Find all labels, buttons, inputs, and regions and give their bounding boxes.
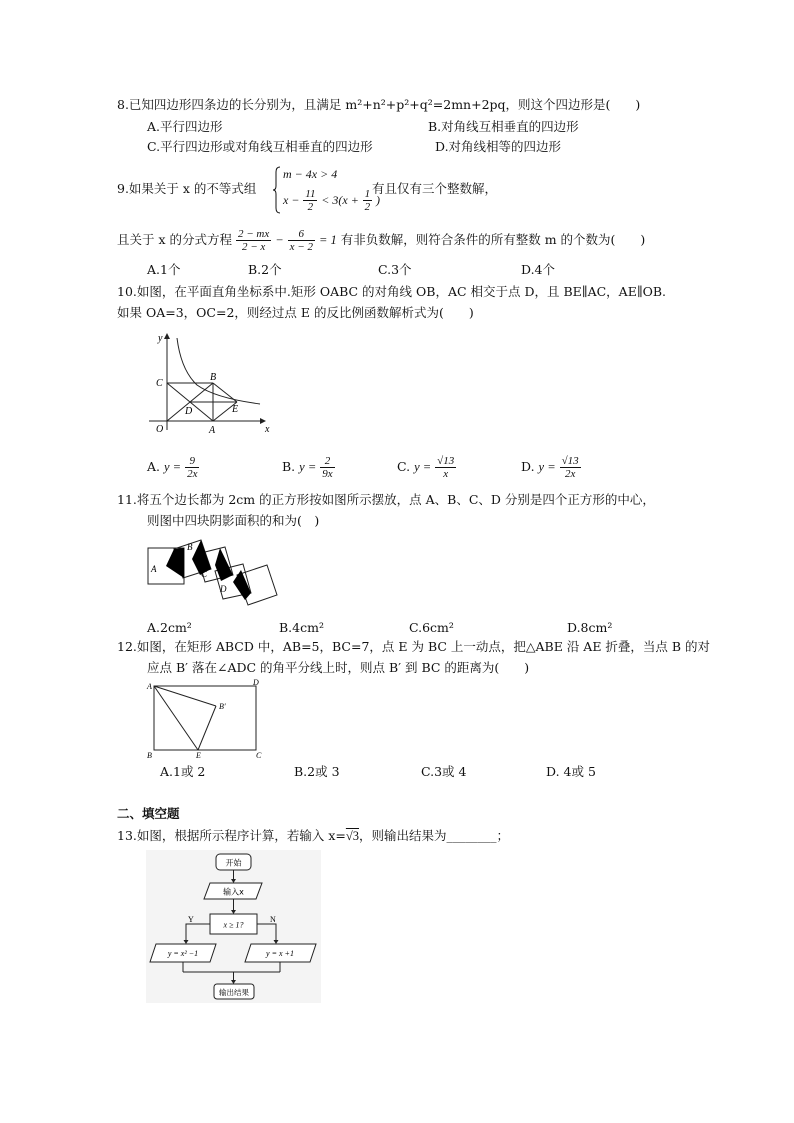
q9-frac-1-2 bbox=[363, 188, 373, 213]
q11-option-b: B.4cm² bbox=[279, 620, 324, 635]
q9-inequality-1: m − 4x > 4 bbox=[283, 167, 338, 181]
option-letter: B. bbox=[282, 459, 296, 474]
label-b: B bbox=[187, 542, 193, 552]
frac-num: 1 bbox=[364, 188, 371, 200]
q13-flowchart bbox=[146, 850, 321, 1003]
q10-stem-1: 10.如图，在平面直角坐标系中.矩形 OABC 的对角线 OB，AC 相交于点 D，且 BE∥AC，AE∥OB. bbox=[117, 284, 667, 299]
frac-num: √13 bbox=[437, 455, 455, 467]
q10-figure bbox=[145, 330, 275, 438]
label-c: C bbox=[201, 569, 208, 579]
label-a: A bbox=[209, 425, 216, 436]
frac-num: 6 bbox=[288, 228, 315, 241]
label-a: A bbox=[147, 682, 152, 691]
q8-stem: 8.已知四边形四条边的长分别为，且满足 m²+n²+p²+q²=2mn+2pq，则这个四边形是( ) bbox=[117, 97, 641, 112]
rectangle-abcd bbox=[154, 686, 256, 750]
segment-eb-prime bbox=[198, 706, 216, 750]
frac-den: 2 − x bbox=[241, 241, 266, 253]
q11-option-d: D.8cm² bbox=[567, 620, 613, 635]
input-label: 输入x bbox=[223, 887, 244, 897]
q9-brace bbox=[273, 166, 281, 214]
q12-option-a: A.1或 2 bbox=[160, 764, 206, 779]
label-b: B bbox=[147, 751, 152, 759]
q10-option-a bbox=[147, 455, 199, 480]
q9-line2 bbox=[117, 228, 645, 253]
q9-ineq2-end: ) bbox=[375, 193, 380, 207]
section-heading-fill-in: 二、填空题 bbox=[117, 806, 180, 821]
q9-line2-post: 有非负数解，则符合条件的所有整数 m 的个数为( ) bbox=[340, 232, 646, 247]
label-d: D bbox=[253, 679, 259, 687]
label-x: x bbox=[265, 424, 270, 435]
q11-figure bbox=[145, 537, 290, 609]
q10-stem-2: 如果 OA=3，OC=2，则经过点 E 的反比例函数解析式为( ) bbox=[117, 305, 474, 320]
q13-stem-root: √3 bbox=[345, 829, 360, 843]
option-letter: C. bbox=[397, 459, 411, 474]
q12-option-c: C.3或 4 bbox=[421, 764, 467, 779]
q12-stem-2: 应点 B′ 落在∠ADC 的角平分线上时，则点 B′ 到 BC 的距离为( ) bbox=[147, 660, 530, 675]
q9-suffix: 有且仅有三个整数解， bbox=[372, 181, 498, 196]
frac-num: 2 bbox=[320, 455, 334, 468]
y-axis-arrow-icon bbox=[164, 333, 170, 339]
q9-eq-rhs: = 1 bbox=[318, 233, 337, 247]
yes-label: Y bbox=[188, 915, 194, 924]
segment-ab-prime bbox=[154, 686, 216, 706]
q9-frac-11-2 bbox=[303, 188, 317, 213]
q12-figure bbox=[145, 679, 270, 759]
q10-option-b bbox=[282, 455, 335, 480]
q8-option-b: B.对角线互相垂直的四边形 bbox=[428, 119, 579, 134]
output-label: 输出结果 bbox=[219, 988, 249, 997]
frac-den: x bbox=[443, 468, 449, 480]
frac-den: 2x bbox=[564, 468, 576, 480]
frac-den: x − 2 bbox=[289, 241, 313, 253]
label-e: E bbox=[232, 404, 239, 415]
right-process-label: y = x +1 bbox=[266, 949, 294, 958]
q9-eq-frac-2 bbox=[288, 228, 315, 253]
q12-option-b: B.2或 3 bbox=[294, 764, 340, 779]
frac-den: 2x bbox=[187, 468, 198, 480]
q10-option-d bbox=[521, 455, 581, 480]
q9-line2-pre: 且关于 x 的分式方程 bbox=[117, 232, 232, 247]
q13-stem-post: ，则输出结果为________； bbox=[359, 828, 510, 843]
q9-option-c: C.3个 bbox=[378, 262, 412, 277]
frac-den: 9x bbox=[322, 468, 333, 480]
option-y: y = bbox=[538, 460, 556, 474]
label-y: y bbox=[158, 333, 163, 344]
frac-num: 9 bbox=[185, 455, 199, 468]
condition-label: x ≥ 1? bbox=[223, 920, 244, 930]
option-frac bbox=[320, 455, 334, 480]
frac-num: √13 bbox=[561, 455, 579, 467]
label-a: A bbox=[151, 564, 157, 574]
q9-ineq2-mid: < 3(x + bbox=[321, 193, 359, 207]
q10-option-c bbox=[397, 455, 456, 480]
label-c: C bbox=[156, 378, 163, 389]
q13-stem bbox=[117, 826, 509, 844]
option-y: y = bbox=[299, 460, 317, 474]
label-c: C bbox=[256, 751, 262, 759]
q12-option-d: D. 4或 5 bbox=[546, 764, 596, 779]
q9-inequality-2 bbox=[283, 188, 380, 213]
q8-option-d: D.对角线相等的四边形 bbox=[435, 139, 562, 154]
label-b-prime: B′ bbox=[219, 702, 226, 711]
shaded-region-1 bbox=[166, 548, 184, 578]
frac-den: 2 bbox=[364, 201, 371, 213]
q12-stem-1: 12.如图，在矩形 ABCD 中，AB=5，BC=7，点 E 为 BC 上一动点，把△ABE 沿 AE 折叠，当点 B 的对 bbox=[117, 639, 711, 654]
q9-option-b: B.2个 bbox=[248, 262, 282, 277]
frac-den: 2 bbox=[307, 201, 314, 213]
option-frac bbox=[560, 455, 581, 480]
q13-stem-pre: 13.如图，根据所示程序计算，若输入 x= bbox=[117, 828, 346, 843]
option-y: y = bbox=[164, 460, 182, 474]
label-d: D bbox=[185, 406, 193, 417]
label-d: D bbox=[220, 584, 227, 594]
q11-option-a: A.2cm² bbox=[147, 620, 192, 635]
q9-option-a: A.1个 bbox=[147, 262, 181, 277]
no-label: N bbox=[270, 915, 276, 924]
segment-ae bbox=[154, 686, 198, 750]
option-letter: D. bbox=[521, 459, 535, 474]
q8-option-a: A.平行四边形 bbox=[147, 119, 223, 134]
start-label: 开始 bbox=[225, 858, 242, 868]
q9-prefix: 9.如果关于 x 的不等式组 bbox=[117, 181, 257, 196]
label-b: B bbox=[210, 372, 217, 383]
label-e: E bbox=[196, 751, 201, 759]
option-frac bbox=[185, 455, 199, 480]
option-letter: A. bbox=[147, 459, 161, 474]
minus-sign: − bbox=[275, 233, 284, 247]
q11-option-c: C.6cm² bbox=[409, 620, 454, 635]
q11-stem-1: 11.将五个边长都为 2cm 的正方形按如图所示摆放，点 A、B、C、D 分别是四个正方形的中心， bbox=[117, 492, 655, 507]
q9-eq-frac-1 bbox=[236, 228, 271, 253]
frac-num: 11 bbox=[305, 188, 316, 200]
q11-stem-2: 则图中四块阴影面积的和为( ) bbox=[147, 513, 320, 528]
frac-num: 2 − mx bbox=[237, 228, 270, 240]
hyperbola-curve bbox=[177, 338, 260, 404]
label-o: O bbox=[156, 424, 164, 435]
option-frac bbox=[435, 455, 456, 480]
segment-be bbox=[213, 383, 237, 402]
left-process-label: y = x² −1 bbox=[167, 949, 199, 958]
option-y: y = bbox=[414, 460, 432, 474]
q9-option-d: D.4个 bbox=[521, 262, 556, 277]
q9-ineq2-left: x − bbox=[283, 193, 300, 207]
q8-option-c: C.平行四边形或对角线互相垂直的四边形 bbox=[147, 139, 373, 154]
